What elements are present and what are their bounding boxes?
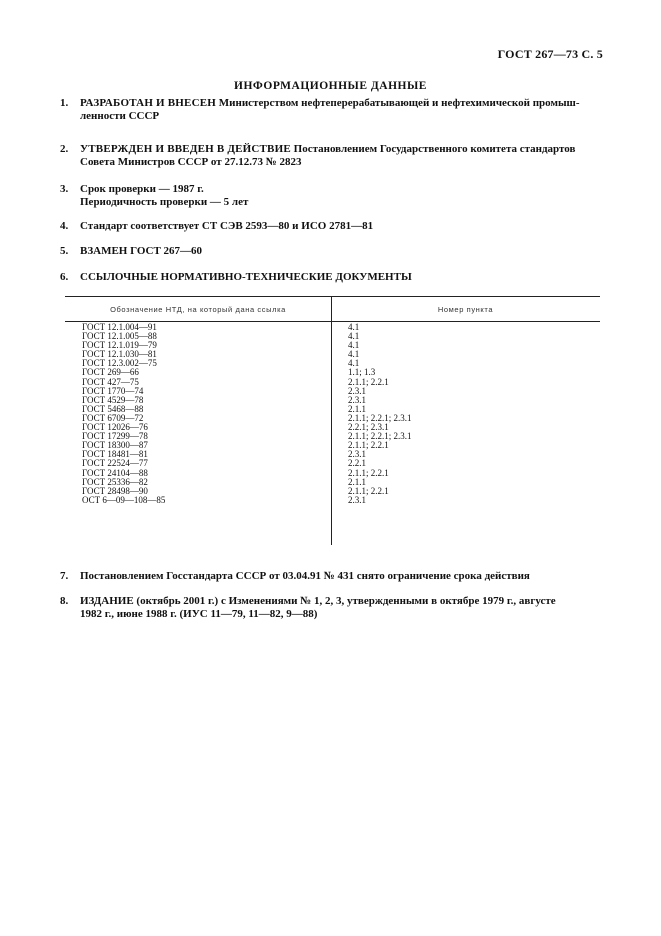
document-title: ИНФОРМАЦИОННЫЕ ДАННЫЕ [234,80,427,92]
item-text: Стандарт соответствует СТ СЭВ 2593—80 и ИСО 2781—81 [80,220,374,232]
table-row [65,405,600,414]
ntd-designation: ГОСТ 12.1.005—88 [82,331,157,342]
item-text: Министерством нефтеперерабатывающей и нефтехимической промыш- [216,97,580,109]
clause-number: 2.2.1; 2.3.1 [348,422,389,433]
reference-documents-table [65,296,600,505]
ntd-designation: ГОСТ 5468—88 [82,403,144,414]
ntd-designation: ГОСТ 12.1.004—91 [82,322,157,332]
clause-number: 4.1 [348,322,360,332]
ntd-designation: ГОСТ 18481—81 [82,449,148,460]
ntd-designation: ГОСТ 24104—88 [82,467,148,478]
info-item-5 [60,245,605,258]
clause-number: 1.1; 1.3 [348,367,376,378]
info-item-6 [60,271,605,284]
item-text-continued: Периодичность проверки — 5 лет [80,196,249,208]
table-row [65,368,600,377]
item-number: 4. [60,220,69,232]
page-header: ГОСТ 267—73 С. 5 [497,47,603,61]
ntd-designation: ГОСТ 28498—90 [82,485,148,496]
table-row [65,359,600,368]
item-number: 7. [60,570,69,582]
clause-number: 2.1.1; 2.2.1 [348,376,389,387]
ntd-designation: ГОСТ 12.3.002—75 [82,358,157,369]
item-number: 6. [60,271,69,283]
item-text: ВЗАМЕН ГОСТ 267—60 [80,245,203,257]
item-text-continued: Совета Министров СССР от 27.12.73 № 2823 [80,156,302,168]
item-number: 2. [60,143,69,155]
table-header [65,297,600,322]
info-item-8 [60,595,605,621]
item-number: 5. [60,245,69,257]
ntd-designation: ГОСТ 25336—82 [82,476,148,487]
table-header-clause: Номер пункта [437,305,494,314]
item-number: 3. [60,183,69,195]
clause-number: 2.3.1 [348,494,366,505]
clause-number: 2.1.1; 2.2.1; 2.3.1 [348,412,412,423]
clause-number: 4.1 [348,358,360,369]
table-header-designation: Обозначение НТД, на который дана ссылка [110,305,286,314]
item-text: ССЫЛОЧНЫЕ НОРМАТИВНО-ТЕХНИЧЕСКИЕ ДОКУМЕНТЫ [80,271,412,283]
clause-number: 2.1.1; 2.2.1 [348,485,389,496]
table-row [65,496,600,505]
ntd-designation: ГОСТ 18300—87 [82,440,148,451]
table-row [65,387,600,396]
info-item-7 [60,570,605,583]
ntd-designation: ГОСТ 4529—78 [82,394,144,405]
clause-number: 4.1 [348,340,360,351]
item-number: 1. [60,97,69,109]
item-text-continued: 1982 г., июне 1988 г. (ИУС 11—79, 11—82, 9—88) [80,608,318,620]
info-item-3 [60,183,605,209]
item-lead: РАЗРАБОТАН И ВНЕСЕН [80,97,217,109]
clause-number: 2.3.1 [348,385,366,396]
ntd-designation: ГОСТ 1770—74 [82,385,144,396]
item-text: Постановлением Государственного комитета стандартов [290,143,576,155]
clause-number: 2.1.1 [348,403,366,414]
clause-number: 2.1.1 [348,476,366,487]
clause-number: 2.1.1; 2.2.1 [348,440,389,451]
clause-number: 2.2.1 [348,458,366,469]
item-lead: УТВЕРЖДЕН И ВВЕДЕН В ДЕЙСТВИЕ [80,143,291,155]
clause-number: 2.3.1 [348,394,366,405]
ntd-designation: ОСТ 6—09—108—85 [82,494,166,505]
item-text-continued: ленности СССР [80,110,160,122]
info-item-1 [60,97,605,123]
clause-number: 4.1 [348,349,360,360]
ntd-designation: ГОСТ 17299—78 [82,431,148,442]
clause-number: 2.1.1; 2.2.1; 2.3.1 [348,431,412,442]
info-item-2 [60,143,605,169]
ntd-designation: ГОСТ 6709—72 [82,412,144,423]
clause-number: 4.1 [348,331,360,342]
ntd-designation: ГОСТ 427—75 [82,376,139,387]
item-text: ИЗДАНИЕ (октябрь 2001 г.) с Изменениями № 1, 2, 3, утвержденными в октябре 1979 г., августе [80,595,556,607]
item-number: 8. [60,595,69,607]
table-body [65,322,600,505]
info-item-4 [60,220,605,233]
item-text: Срок проверки — 1987 г. [80,183,204,195]
ntd-designation: ГОСТ 22524—77 [82,458,148,469]
table-row [65,396,600,405]
ntd-designation: ГОСТ 12.1.019—79 [82,340,157,351]
ntd-designation: ГОСТ 12.1.030—81 [82,349,157,360]
table-row [65,378,600,387]
clause-number: 2.3.1 [348,449,366,460]
clause-number: 2.1.1; 2.2.1 [348,467,389,478]
item-text: Постановлением Госстандарта СССР от 03.04.91 № 431 снято ограничение срока действия [80,570,530,582]
ntd-designation: ГОСТ 12026—76 [82,422,148,433]
ntd-designation: ГОСТ 269—66 [82,367,139,378]
